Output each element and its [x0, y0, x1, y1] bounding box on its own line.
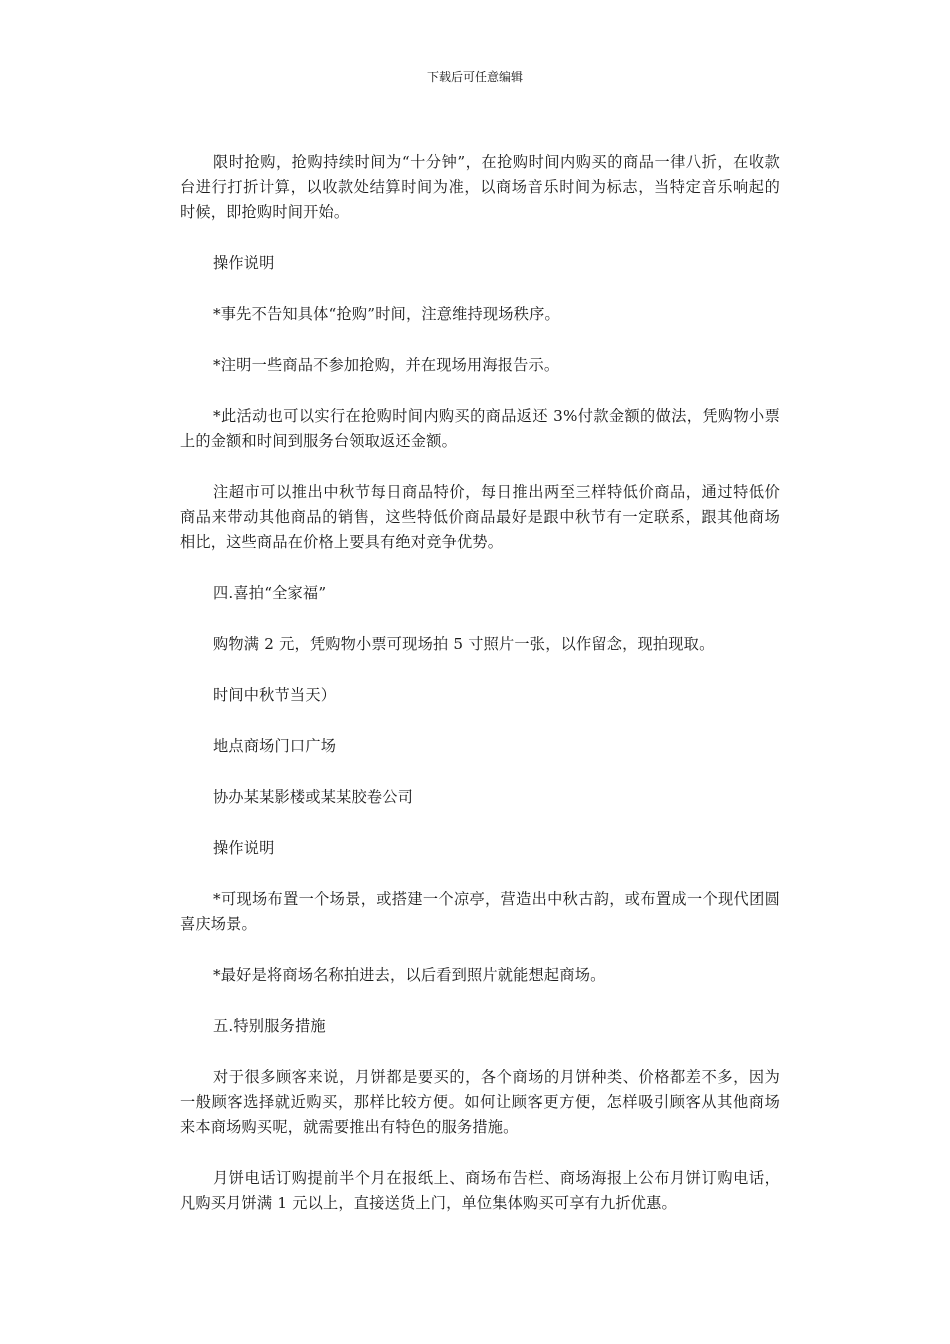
page-header: 下载后可任意编辑	[426, 70, 523, 84]
paragraph-supermarket-special: 注超市可以推出中秋节每日商品特价，每日推出两至三样特低价商品，通过特低价商品来带动其他商品的销售，这些特低价商品最好是跟中秋节有一定联系，跟其他商场相比，这些商品在价格上要具有绝对竞争优势。	[180, 483, 780, 551]
document-body	[180, 150, 780, 1242]
paragraph-note-scene: *可现场布置一个场景，或搭建一个凉亭，营造出中秋古韵，或布置成一个现代团圆喜庆场景。	[180, 890, 780, 933]
paragraph-note-refund: *此活动也可以实行在抢购时间内购买的商品返还 3%付款金额的做法，凭购物小票上的金额和时间到服务台领取返还金额。	[180, 407, 780, 450]
paragraph-note-time: *事先不告知具体“抢购”时间，注意维持现场秩序。	[213, 305, 560, 323]
paragraph-photo-offer: 购物满 2 元，凭购物小票可现场拍 5 寸照片一张，以作留念，现拍现取。	[213, 635, 715, 653]
paragraph-service-intro: 对于很多顾客来说，月饼都是要买的，各个商场的月饼种类、价格都差不多，因为一般顾客选择就近购买，那样比较方便。如何让顾客更方便，怎样吸引顾客从其他商场来本商场购买呢，就需要推出有特色的服务措施。	[180, 1068, 780, 1136]
paragraph-phone-order: 月饼电话订购提前半个月在报纸上、商场布告栏、商场海报上公布月饼订购电话，凡购买月饼满 1 元以上，直接送货上门，单位集体购买可享有九折优惠。	[180, 1169, 780, 1212]
paragraph-note-excluded: *注明一些商品不参加抢购，并在现场用海报告示。	[213, 356, 560, 374]
paragraph-photo-time: 时间中秋节当天）	[213, 686, 337, 704]
paragraph-note-store-name: *最好是将商场名称拍进去，以后看到照片就能想起商场。	[213, 966, 606, 984]
paragraph-operation-heading: 操作说明	[213, 254, 275, 272]
section-heading-family-photo: 四.喜拍“全家福”	[213, 584, 327, 602]
paragraph-photo-location: 地点商场门口广场	[213, 737, 337, 755]
paragraph-flash-sale: 限时抢购，抢购持续时间为“十分钟”，在抢购时间内购买的商品一律八折，在收款台进行打折计算，以收款处结算时间为准，以商场音乐时间为标志，当特定音乐响起的时候，即抢购时间开始。	[180, 153, 780, 221]
section-heading-special-service: 五.特别服务措施	[213, 1017, 326, 1035]
paragraph-photo-partner: 协办某某影楼或某某胶卷公司	[213, 788, 414, 806]
paragraph-operation-heading-2: 操作说明	[213, 839, 275, 857]
